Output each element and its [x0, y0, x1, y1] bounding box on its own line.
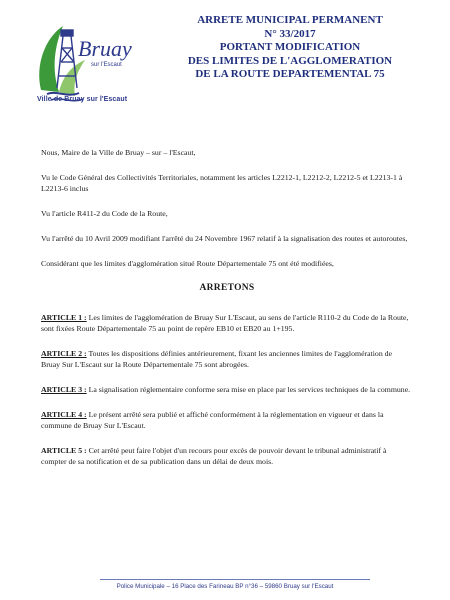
vu-paragraph: Vu le Code Général des Collectivités Territoriales, notamment les articles L2212-1, L2212-2, L2212-5 et L2213-1 à L2213-6 inclus	[41, 173, 403, 193]
logo-swoosh-left	[39, 26, 63, 92]
considerant-paragraph: Considérant que les limites d'agglomération situé Route Départementale 75 ont été modifiées,	[41, 259, 334, 268]
article-3	[41, 384, 413, 395]
vu-paragraph: Vu l'arrêté du 10 Avril 2009 modifiant l'arrêté du 24 Novembre 1967 relatif à la signalisation des routes et autoroutes,	[41, 234, 408, 243]
article-1	[41, 312, 413, 334]
article-text: Le présent arrêté sera publié et affiché conformément à la réglementation en vigueur et dans la commune de Bruay Sur L'Escaut.	[41, 410, 384, 430]
arretons-heading: ARRETONS	[199, 283, 255, 293]
document-header	[150, 14, 430, 82]
header-subtitle-3: DE LA ROUTE DEPARTEMENTAL 75	[195, 68, 385, 80]
article-4	[41, 409, 413, 431]
header-title: ARRETE MUNICIPAL PERMANENT	[197, 14, 383, 26]
article-label: ARTICLE 4 :	[41, 410, 87, 419]
article-label: ARTICLE 2 :	[41, 349, 87, 358]
header-subtitle-2: DES LIMITES DE L'AGGLOMERATION	[187, 54, 393, 67]
header-number: N° 33/2017	[264, 27, 316, 40]
logo-subtext: sur l'Escaut	[91, 62, 122, 68]
logo-wordmark: Bruay	[78, 36, 132, 61]
article-2	[41, 348, 413, 370]
header-subtitle-1: PORTANT MODIFICATION	[219, 41, 361, 53]
footer-divider	[100, 579, 370, 580]
intro-paragraph: Nous, Maire de la Ville de Bruay – sur – l'Escaut,	[41, 148, 196, 157]
article-text: Cet arrêté peut faire l'objet d'un recours pour excès de pouvoir devant le tribunal administratif à compter de sa notification et de sa publication dans un délai de deux mois.	[41, 446, 387, 466]
article-label: ARTICLE 1 :	[41, 313, 87, 322]
logo-caption: Ville de Bruay sur l'Escaut	[37, 96, 128, 103]
article-5	[41, 445, 413, 467]
vu-paragraph: Vu l'article R411-2 du Code de la Route,	[41, 209, 168, 218]
article-label: ARTICLE 3 :	[41, 385, 87, 394]
article-label: ARTICLE 5 :	[41, 446, 87, 455]
footer-address: Police Municipale – 16 Place des Farineau BP n°36 – 59860 Bruay sur l'Escaut	[116, 583, 334, 590]
logo-swoosh-right	[59, 60, 85, 96]
article-text: Les limites de l'agglomération de Bruay Sur L'Escaut, au sens de l'article R110-2 du Code de la Route, sont fixées Route Départementale 75 au point de repère EB10 et EB20 au 1+195.	[41, 313, 409, 333]
document-body	[41, 147, 413, 481]
article-text: La signalisation réglementaire conforme sera mise en place par les services techniques de la commune.	[86, 385, 411, 394]
article-text: Toutes les dispositions définies antérieurement, fixant les anciennes limites de l'agglomération de Bruay Sur L'Escaut sur la Route Départementale 75 sont abrogées.	[41, 349, 393, 369]
